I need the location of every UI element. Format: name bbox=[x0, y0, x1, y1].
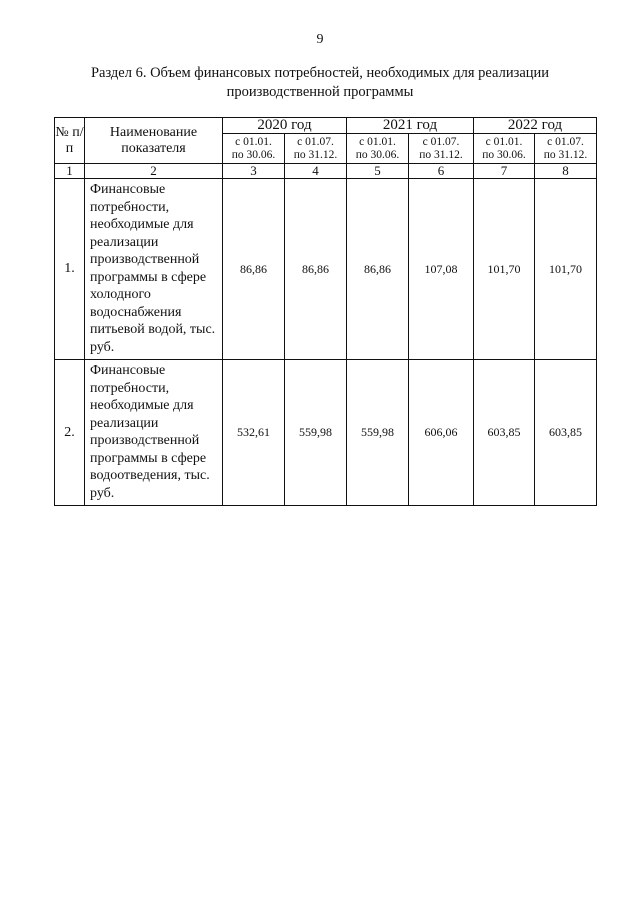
row-value: 603,85 bbox=[535, 360, 597, 506]
header-period-4: с 01.07. по 31.12. bbox=[409, 134, 474, 164]
column-number: 2 bbox=[85, 164, 223, 179]
table-row bbox=[55, 360, 597, 506]
header-year-2020: 2020 год bbox=[223, 118, 347, 134]
header-period-1: с 01.01. по 30.06. bbox=[223, 134, 285, 164]
row-value: 101,70 bbox=[474, 179, 535, 360]
row-number: 2. bbox=[55, 360, 85, 506]
row-value: 603,85 bbox=[474, 360, 535, 506]
column-numbers-row bbox=[55, 164, 597, 179]
row-value: 606,06 bbox=[409, 360, 474, 506]
header-num: № п/п bbox=[55, 118, 85, 164]
header-year-2022: 2022 год bbox=[474, 118, 597, 134]
row-indicator-name: Финансовые потребности, необходимые для реализации производственной программы в сфере водоотведения, тыс. руб. bbox=[85, 360, 223, 506]
column-number: 1 bbox=[55, 164, 85, 179]
section-title bbox=[60, 64, 580, 102]
row-value: 559,98 bbox=[285, 360, 347, 506]
header-name: Наименование показателя bbox=[85, 118, 223, 164]
section-title-line-2: производственной программы bbox=[226, 84, 414, 100]
page-number: 9 bbox=[316, 32, 324, 47]
column-number: 5 bbox=[347, 164, 409, 179]
financial-needs-table bbox=[54, 117, 597, 506]
row-value: 101,70 bbox=[535, 179, 597, 360]
column-number: 7 bbox=[474, 164, 535, 179]
column-number: 3 bbox=[223, 164, 285, 179]
column-number: 8 bbox=[535, 164, 597, 179]
header-period-3: с 01.01. по 30.06. bbox=[347, 134, 409, 164]
row-value: 86,86 bbox=[347, 179, 409, 360]
header-year-2021: 2021 год bbox=[347, 118, 474, 134]
column-number: 6 bbox=[409, 164, 474, 179]
column-number: 4 bbox=[285, 164, 347, 179]
section-title-line-1: Раздел 6. Объем финансовых потребностей, необходимых для реализации bbox=[90, 65, 550, 81]
row-value: 107,08 bbox=[409, 179, 474, 360]
header-period-2: с 01.07. по 31.12. bbox=[285, 134, 347, 164]
header-period-6: с 01.07. по 31.12. bbox=[535, 134, 597, 164]
table-row bbox=[55, 179, 597, 360]
row-value: 86,86 bbox=[223, 179, 285, 360]
row-value: 559,98 bbox=[347, 360, 409, 506]
row-number: 1. bbox=[55, 179, 85, 360]
row-indicator-name: Финансовые потребности, необходимые для реализации производственной программы в сфере холодного водоснабжения питьевой водой, тыс. руб. bbox=[85, 179, 223, 360]
row-value: 532,61 bbox=[223, 360, 285, 506]
row-value: 86,86 bbox=[285, 179, 347, 360]
header-period-5: с 01.01. по 30.06. bbox=[474, 134, 535, 164]
